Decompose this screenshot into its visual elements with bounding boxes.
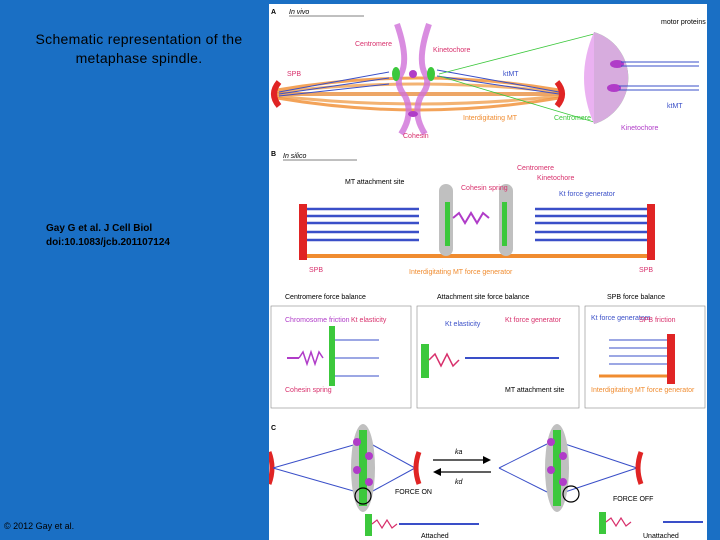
label-spb-right-b: SPB	[639, 267, 654, 274]
label-mt-attachment-b: MT attachment site	[345, 179, 405, 186]
label-centromere-b: Centromere	[517, 165, 554, 172]
slide-title	[14, 30, 264, 68]
label-kinetochore-b: Kinetochore	[537, 175, 575, 182]
citation-doi: doi:10.1083/jcb.201107124	[46, 237, 170, 248]
figure-svg	[269, 4, 707, 540]
label-kinetochore-a: Kinetochore	[433, 47, 471, 54]
spb-balance-drawing	[599, 334, 675, 384]
panel-b-letter: B	[271, 151, 277, 158]
panel-b-heading: In silico	[283, 153, 307, 160]
label-interdigitating-mt: Interdigitating MT	[463, 115, 518, 122]
box3-kt-force-generators: Kt force generators	[591, 315, 651, 322]
box3-interdigitating: Interdigitating MT force generator	[591, 387, 695, 394]
box3-spb-friction: SPB friction	[639, 317, 676, 324]
box1-chromosome-friction: Chromosome friction	[285, 317, 350, 324]
subtitle-centromere-balance: Centromere force balance	[285, 294, 366, 301]
unattached-state-drawing	[599, 512, 703, 534]
label-kt-force-generator-b: Kt force generator	[559, 191, 616, 198]
box2-kt-force-generator: Kt force generator	[505, 317, 562, 324]
label-centromere-a: Centromere	[355, 41, 392, 48]
citation	[46, 222, 170, 250]
box2-kt-elasticity: Kt elasticity	[445, 321, 481, 328]
citation-journal: Gay G et al. J Cell Biol	[46, 223, 153, 234]
slide-title-line-1: Schematic representation of the	[35, 31, 243, 47]
panel-a-heading: In vivo	[289, 9, 310, 16]
label-unattached: Unattached	[643, 533, 679, 540]
label-ktmt-a: ktMT	[503, 71, 519, 78]
label-interdigitating-force-b: Interdigitating MT force generator	[409, 269, 513, 276]
panel-c-letter: C	[271, 425, 277, 432]
zoom-inset	[439, 32, 699, 124]
subtitle-spb-balance: SPB force balance	[607, 294, 665, 301]
label-cohesin-a: Cohesin	[403, 133, 429, 140]
copyright-notice: © 2012 Gay et al.	[4, 521, 75, 531]
attachment-balance-drawing	[421, 344, 559, 378]
centromere-balance-drawing	[287, 326, 379, 386]
label-force-on: FORCE ON	[395, 489, 432, 496]
box2-mt-attachment-site: MT attachment site	[505, 387, 565, 394]
label-k-detach: kd	[455, 479, 463, 486]
label-attached: Attached	[421, 533, 449, 540]
label-zoom-centromere: Centromere	[554, 115, 591, 122]
label-cohesin-spring-b: Cohesin spring	[461, 185, 508, 192]
label-zoom-kinetochore: Kinetochore	[621, 125, 659, 132]
figure-panel	[269, 4, 707, 540]
slide-title-line-2: metaphase spindle.	[75, 50, 203, 66]
label-zoom-ktmt: ktMT	[667, 103, 683, 110]
label-spb-a: SPB	[287, 71, 302, 78]
subtitle-attachment-balance: Attachment site force balance	[437, 294, 530, 301]
panel-a-letter: A	[271, 9, 277, 16]
box1-cohesin-spring: Cohesin spring	[285, 387, 332, 394]
label-force-off: FORCE OFF	[613, 496, 654, 503]
box1-kt-elasticity: Kt elasticity	[351, 317, 387, 324]
label-motor-proteins: motor proteins	[661, 19, 706, 26]
spindle-force-on	[269, 424, 419, 512]
rate-arrows	[433, 456, 491, 476]
label-k-attach: ka	[455, 449, 463, 456]
label-spb-left-b: SPB	[309, 267, 324, 274]
